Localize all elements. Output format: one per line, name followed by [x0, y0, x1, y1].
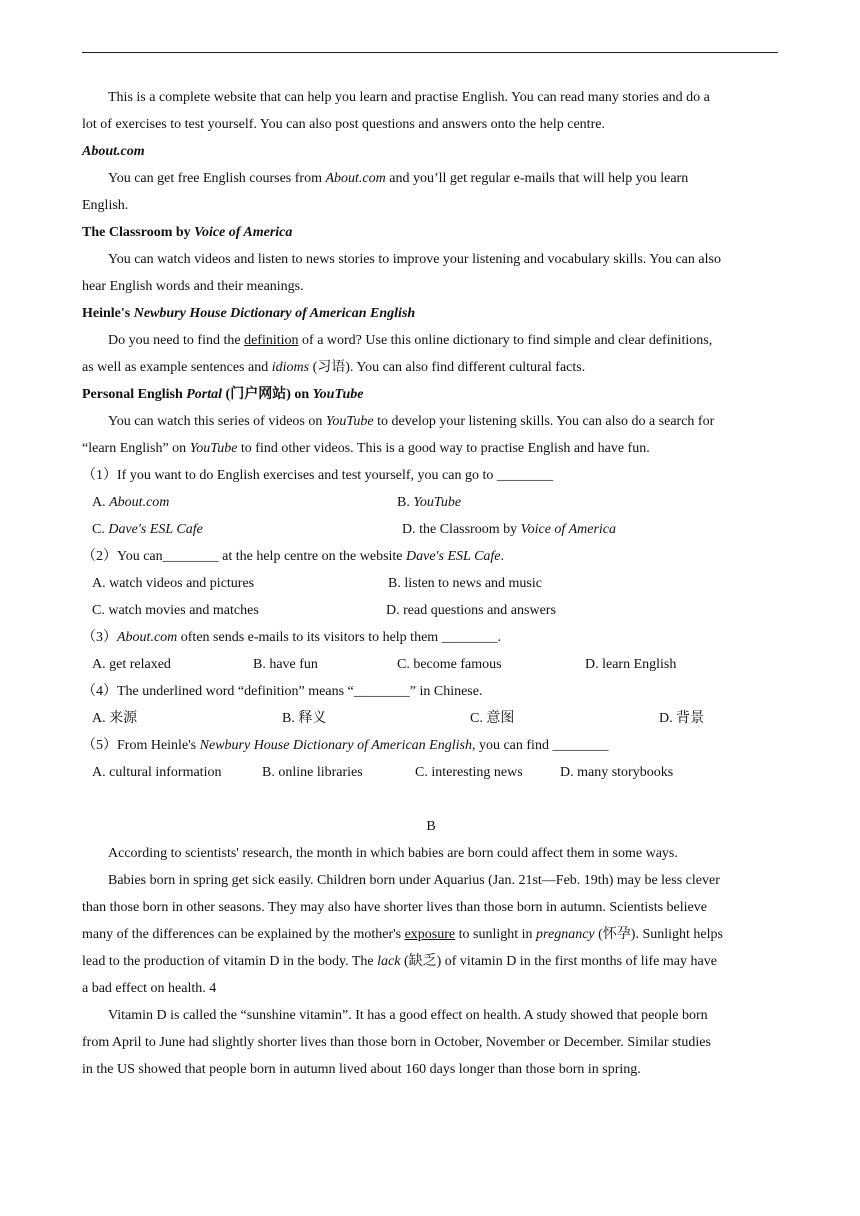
q2-option-a[interactable]: A. watch videos and pictures	[92, 576, 255, 591]
q1-option-d[interactable]: D. the Classroom by Voice of America	[402, 522, 616, 537]
q3-option-a[interactable]: A. get relaxed	[92, 657, 171, 672]
passage-b-p2-line-1: Babies born in spring get sick easily. Children born under Aquarius (Jan. 21st—Feb. 19th) may be less clever	[108, 873, 720, 888]
q5-option-d[interactable]: D. many storybooks	[560, 765, 674, 780]
passage-b-p3-line-2: from April to June had slightly shorter lives than those born in October, November or December. Similar studies	[82, 1035, 711, 1050]
question-1-stem: （1）If you want to do English exercises and test yourself, you can go to ________	[82, 468, 553, 483]
q3-option-c[interactable]: C. become famous	[397, 657, 502, 672]
passage-b-p2-line-4: lead to the production of vitamin D in the body. The lack (缺乏) of vitamin D in the first months of life may have	[82, 954, 717, 969]
passage-b-p3-line-3: in the US showed that people born in autumn lived about 160 days longer than those born in spring.	[82, 1062, 641, 1077]
q5-option-a[interactable]: A. cultural information	[92, 765, 222, 780]
passage-b-p3-line-1: Vitamin D is called the “sunshine vitamin”. It has a good effect on health. A study showed that people born	[108, 1008, 708, 1023]
question-5-options	[82, 759, 780, 786]
site-heading-voa: The Classroom by Voice of America	[82, 225, 293, 240]
underlined-exposure: exposure	[404, 927, 456, 942]
question-1-options-row-1	[82, 489, 780, 516]
q2-option-c[interactable]: C. watch movies and matches	[92, 603, 259, 618]
q1-option-a[interactable]: A. About.com	[92, 495, 170, 510]
q3-option-d[interactable]: D. learn English	[585, 657, 677, 672]
passage-b-p2-line-5: a bad effect on health. 4	[82, 981, 217, 996]
q4-option-b[interactable]: B. 释义	[282, 711, 327, 726]
passage-b-p2-line-3: many of the differences can be explained by the mother's exposure to sunlight in pregnancy (怀孕). Sunlight helps	[82, 927, 723, 942]
question-3-stem: （3）About.com often sends e-mails to its visitors to help them ________.	[82, 630, 502, 645]
q1-option-c[interactable]: C. Dave's ESL Cafe	[92, 522, 203, 537]
site-body-heinle-2: as well as example sentences and idioms (习语). You can also find different cultural facts.	[82, 360, 586, 375]
question-1-options-row-2	[82, 516, 780, 543]
header-rule	[82, 52, 778, 53]
section-spacer	[82, 786, 780, 813]
question-4-options	[82, 705, 780, 732]
site-heading-about: About.com	[82, 144, 145, 159]
question-2-options-row-1	[82, 570, 780, 597]
passage-b-p1: According to scientists' research, the month in which babies are born could affect them in some ways.	[108, 846, 678, 861]
section-label-b: B	[426, 819, 436, 834]
question-5-stem: （5）From Heinle's Newbury House Dictionary of American English, you can find ________	[82, 738, 609, 753]
q5-option-b[interactable]: B. online libraries	[262, 765, 363, 780]
question-4-stem: （4）The underlined word “definition” means “________” in Chinese.	[82, 684, 483, 699]
site-body-youtube-2: “learn English” on YouTube to find other videos. This is a good way to practise English and have fun.	[82, 441, 650, 456]
site-heading-heinle: Heinle's Newbury House Dictionary of American English	[82, 306, 416, 321]
q3-option-b[interactable]: B. have fun	[253, 657, 318, 672]
site-body-about-1: You can get free English courses from About.com and you’ll get regular e-mails that will help you learn	[108, 171, 689, 186]
site-body-heinle-1: Do you need to find the definition of a word? Use this online dictionary to find simple and clear definitions,	[108, 333, 713, 348]
q1-option-b[interactable]: B. YouTube	[397, 495, 462, 510]
site-body-voa-2: hear English words and their meanings.	[82, 279, 304, 294]
site-body-about-2: English.	[82, 198, 129, 213]
q2-option-d[interactable]: D. read questions and answers	[386, 603, 556, 618]
q4-option-d[interactable]: D. 背景	[659, 711, 705, 726]
q5-option-c[interactable]: C. interesting news	[415, 765, 523, 780]
site-body-youtube-1: You can watch this series of videos on YouTube to develop your listening skills. You can also do a search for	[108, 414, 715, 429]
passage-b-p2-line-2: than those born in other seasons. They may also have shorter lives than those born in autumn. Scientists believe	[82, 900, 707, 915]
underlined-definition: definition	[244, 333, 299, 348]
intro-line-2: lot of exercises to test yourself. You can also post questions and answers onto the help centre.	[82, 117, 605, 132]
intro-line-1: This is a complete website that can help you learn and practise English. You can read many stories and do a	[108, 90, 710, 105]
site-body-voa-1: You can watch videos and listen to news stories to improve your listening and vocabulary skills. You can also	[108, 252, 721, 267]
site-heading-youtube: Personal English Portal (门户网站) on YouTube	[82, 387, 364, 402]
q4-option-c[interactable]: C. 意图	[470, 711, 515, 726]
question-2-stem: （2）You can________ at the help centre on the website Dave's ESL Cafe.	[82, 549, 505, 564]
question-3-options	[82, 651, 780, 678]
document-body	[82, 84, 780, 1083]
q4-option-a[interactable]: A. 来源	[92, 711, 138, 726]
q2-option-b[interactable]: B. listen to news and music	[388, 576, 542, 591]
question-2-options-row-2	[82, 597, 780, 624]
